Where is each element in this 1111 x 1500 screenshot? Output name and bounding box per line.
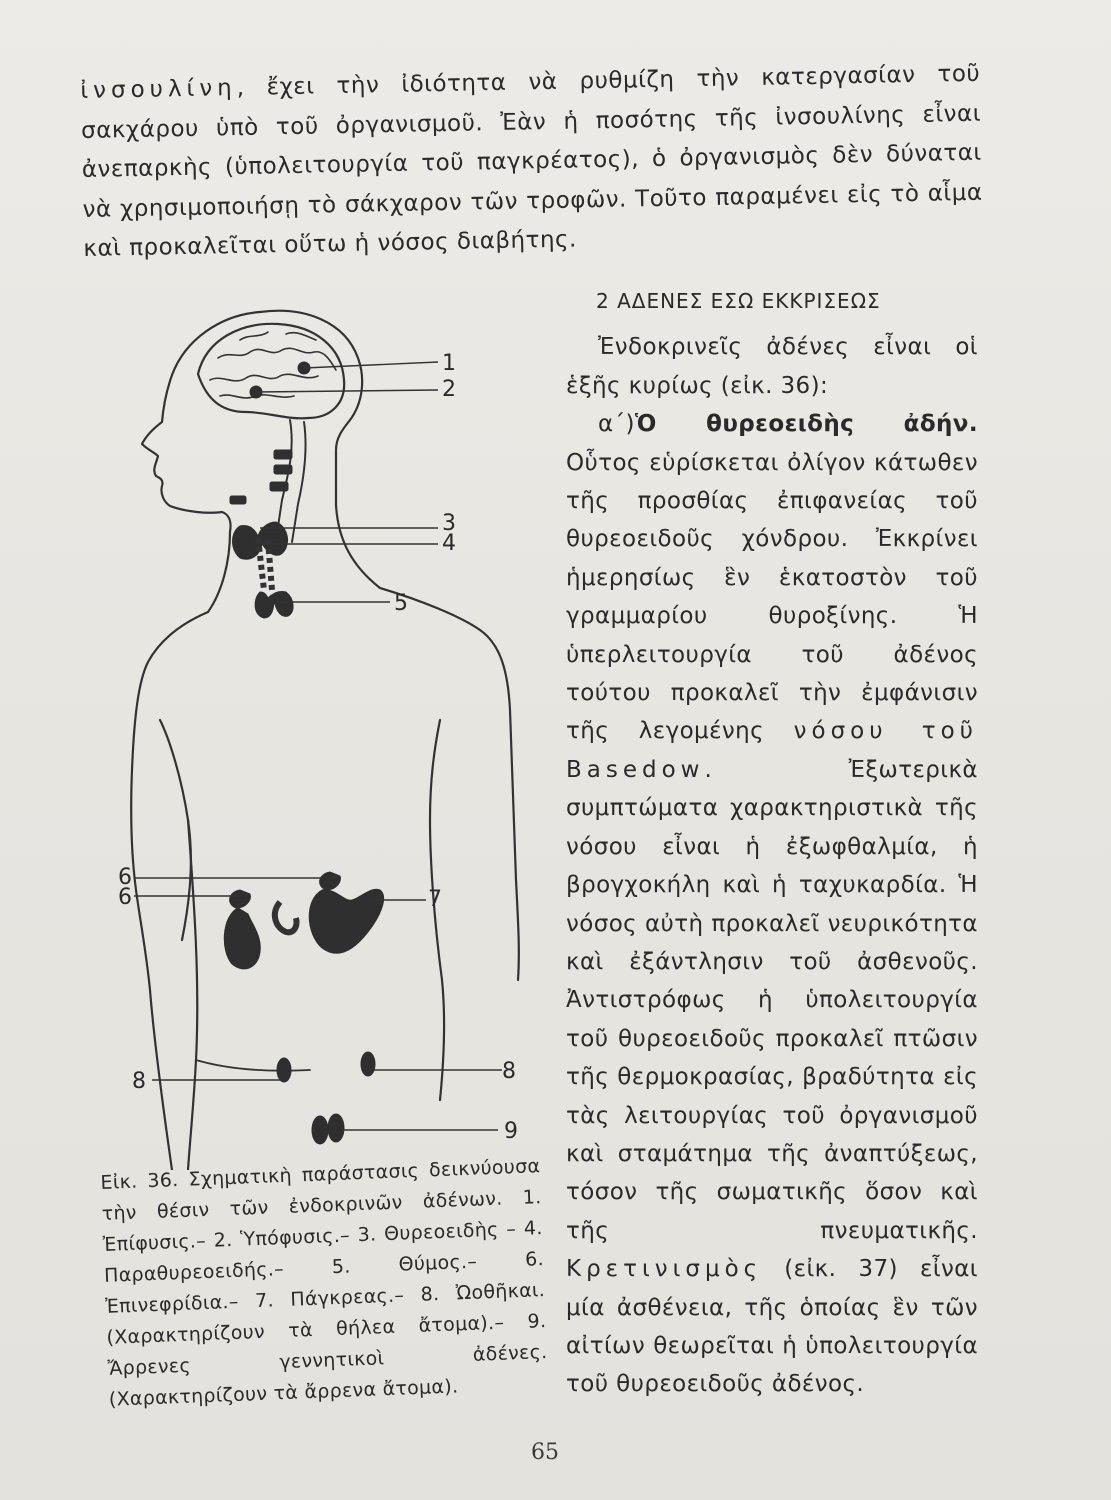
right-column [566,282,978,1404]
label-5: 5 [394,591,408,616]
label-3: 3 [442,511,456,536]
testis-left [312,1116,328,1144]
endocrine-diagram [90,300,550,1170]
intro-paragraph [80,55,984,270]
disease-name: νόσου τοῦ Basedow [566,718,978,783]
adrenal-left [230,890,251,908]
kidney-left [224,908,260,969]
item-text-c: (εἰκ. 37) εἶναι μία ἀσθένεια, τῆς ὁποίας ἓν τῶν αἰτίων θεωρεῖται ἡ ὑπολειτουργία τοῦ θυρεοειδοῦς ἀδένος. [566,1256,978,1398]
label-2: 2 [442,377,456,402]
pancreas [309,889,383,953]
brain-outline [198,324,344,418]
item-marker: α΄) [598,411,635,438]
label-1: 1 [442,351,456,376]
item-text-b: . Ἐξωτερικὰ συμπτώματα χαρακτηριστικὰ τῆς νόσου εἶναι ἡ ἐξωφθαλμία, ἡ βρογχοκήλη καὶ ἡ ταχυκαρδία. Ἡ νόσος αὐτὴ προκαλεῖ νευρικότητα καὶ ἐξάντλησιν τοῦ ἀσθενοῦς. Ἀντιστρόφως ἡ ὑπολειτουργία τοῦ θυρεοειδοῦς προκαλεῖ πτῶσιν τῆς θερμοκρασίας, βραδύτητα εἰς τὰς λειτουργίας τοῦ ὀργανισμοῦ καὶ σταμάτημα τῆς ἀναπτύξεως, τόσον τῆς σωματικῆς ὅσον καὶ τῆς πνευματικῆς. [566,756,978,1244]
label-8b: 8 [502,1059,516,1084]
section-lead: Ἐνδοκρινεῖς ἀδένες εἶναι οἱ ἑξῆς κυρίως (εἰκ. 36): [566,334,978,399]
label-4: 4 [442,531,456,556]
endocrine-figure [90,300,550,1170]
page-number: 65 [531,1440,559,1465]
skull-outline [260,311,362,505]
label-7: 7 [428,887,442,912]
label-6b: 6 [118,885,132,910]
thyroid-paragraph [566,405,978,1404]
intro-term: ἰνσουλίνη [80,74,237,104]
intro-text: , ἔχει τὴν ἰδιότητα νὰ ρυθμίζη τὴν κατεργασίαν τοῦ σακχάρου ὑπὸ τοῦ ὀργανισμοῦ. Ἐὰν ἡ ποσότης τῆς ἰνσουλίνης εἶναι ἀνεπαρκὴς (ὑπολειτουργία τοῦ παγκρέατος), ὁ ὀργανισμὸς δὲν δύναται νὰ χρησιμοποιήσῃ τὸ σάκχαρον τῶν τροφῶν. Τοῦτο παραμένει εἰς τὸ αἷμα καὶ προκαλεῖται οὕτω ἡ νόσος διαβήτης. [80,60,983,262]
item-title: Ὁ θυρεοειδὴς ἀδήν. [634,411,978,438]
label-8a: 8 [132,1069,146,1094]
ovary-left [277,1058,291,1082]
label-6a: 6 [118,865,132,890]
testis-right [328,1114,344,1142]
adrenal-right [320,872,341,890]
figure-caption [100,1151,549,1416]
thymus-gland [255,591,293,618]
section-heading: 2 ΑΔΕΝΕΣ ΕΣΩ ΕΚΚΡΙΣΕΩΣ [596,289,881,313]
item-text-a: Οὗτος εὑρίσκεται ὀλίγον κάτωθεν τῆς προσθίας ἐπιφανείας τοῦ θυρεοειδοῦς χόνδρου. Ἐκκρίνει ἡμερησίως ἓν ἑκατοστὸν τοῦ γραμμαρίου θυροξίνης. Ἡ ὑπερλειτουργία τοῦ ἀδένος τούτου προκαλεῖ τὴν ἐμφάνισιν τῆς λεγομένης [566,449,978,745]
label-9: 9 [504,1119,518,1144]
cretinism-term: Κρετινισμὸς [566,1256,763,1283]
caption-text: Εἰκ. 36. Σχηματικὴ παράστασις δεικνύουσα τὴν θέσιν τῶν ἐνδοκρινῶν ἀδένων. 1. Ἐπίφυσις.– 2. Ὑπόφυσις.– 3. Θυρεοειδὴς – 4. Παραθυρεοειδής.– 5. Θύμος.– 6. Ἐπινεφρίδια.– 7. Πάγκρεας.– 8. Ὠοθῆκαι. (Χαρακτηρίζουν τὰ θήλεα ἄτομα).– 9. Ἄρρενες γεννητικοὶ ἀδένες. (Χαρακτηρίζουν τὰ ἄρρενα ἄτομα). [100,1155,548,1411]
neck-outline [208,532,230,612]
ovary-right [361,1052,375,1076]
